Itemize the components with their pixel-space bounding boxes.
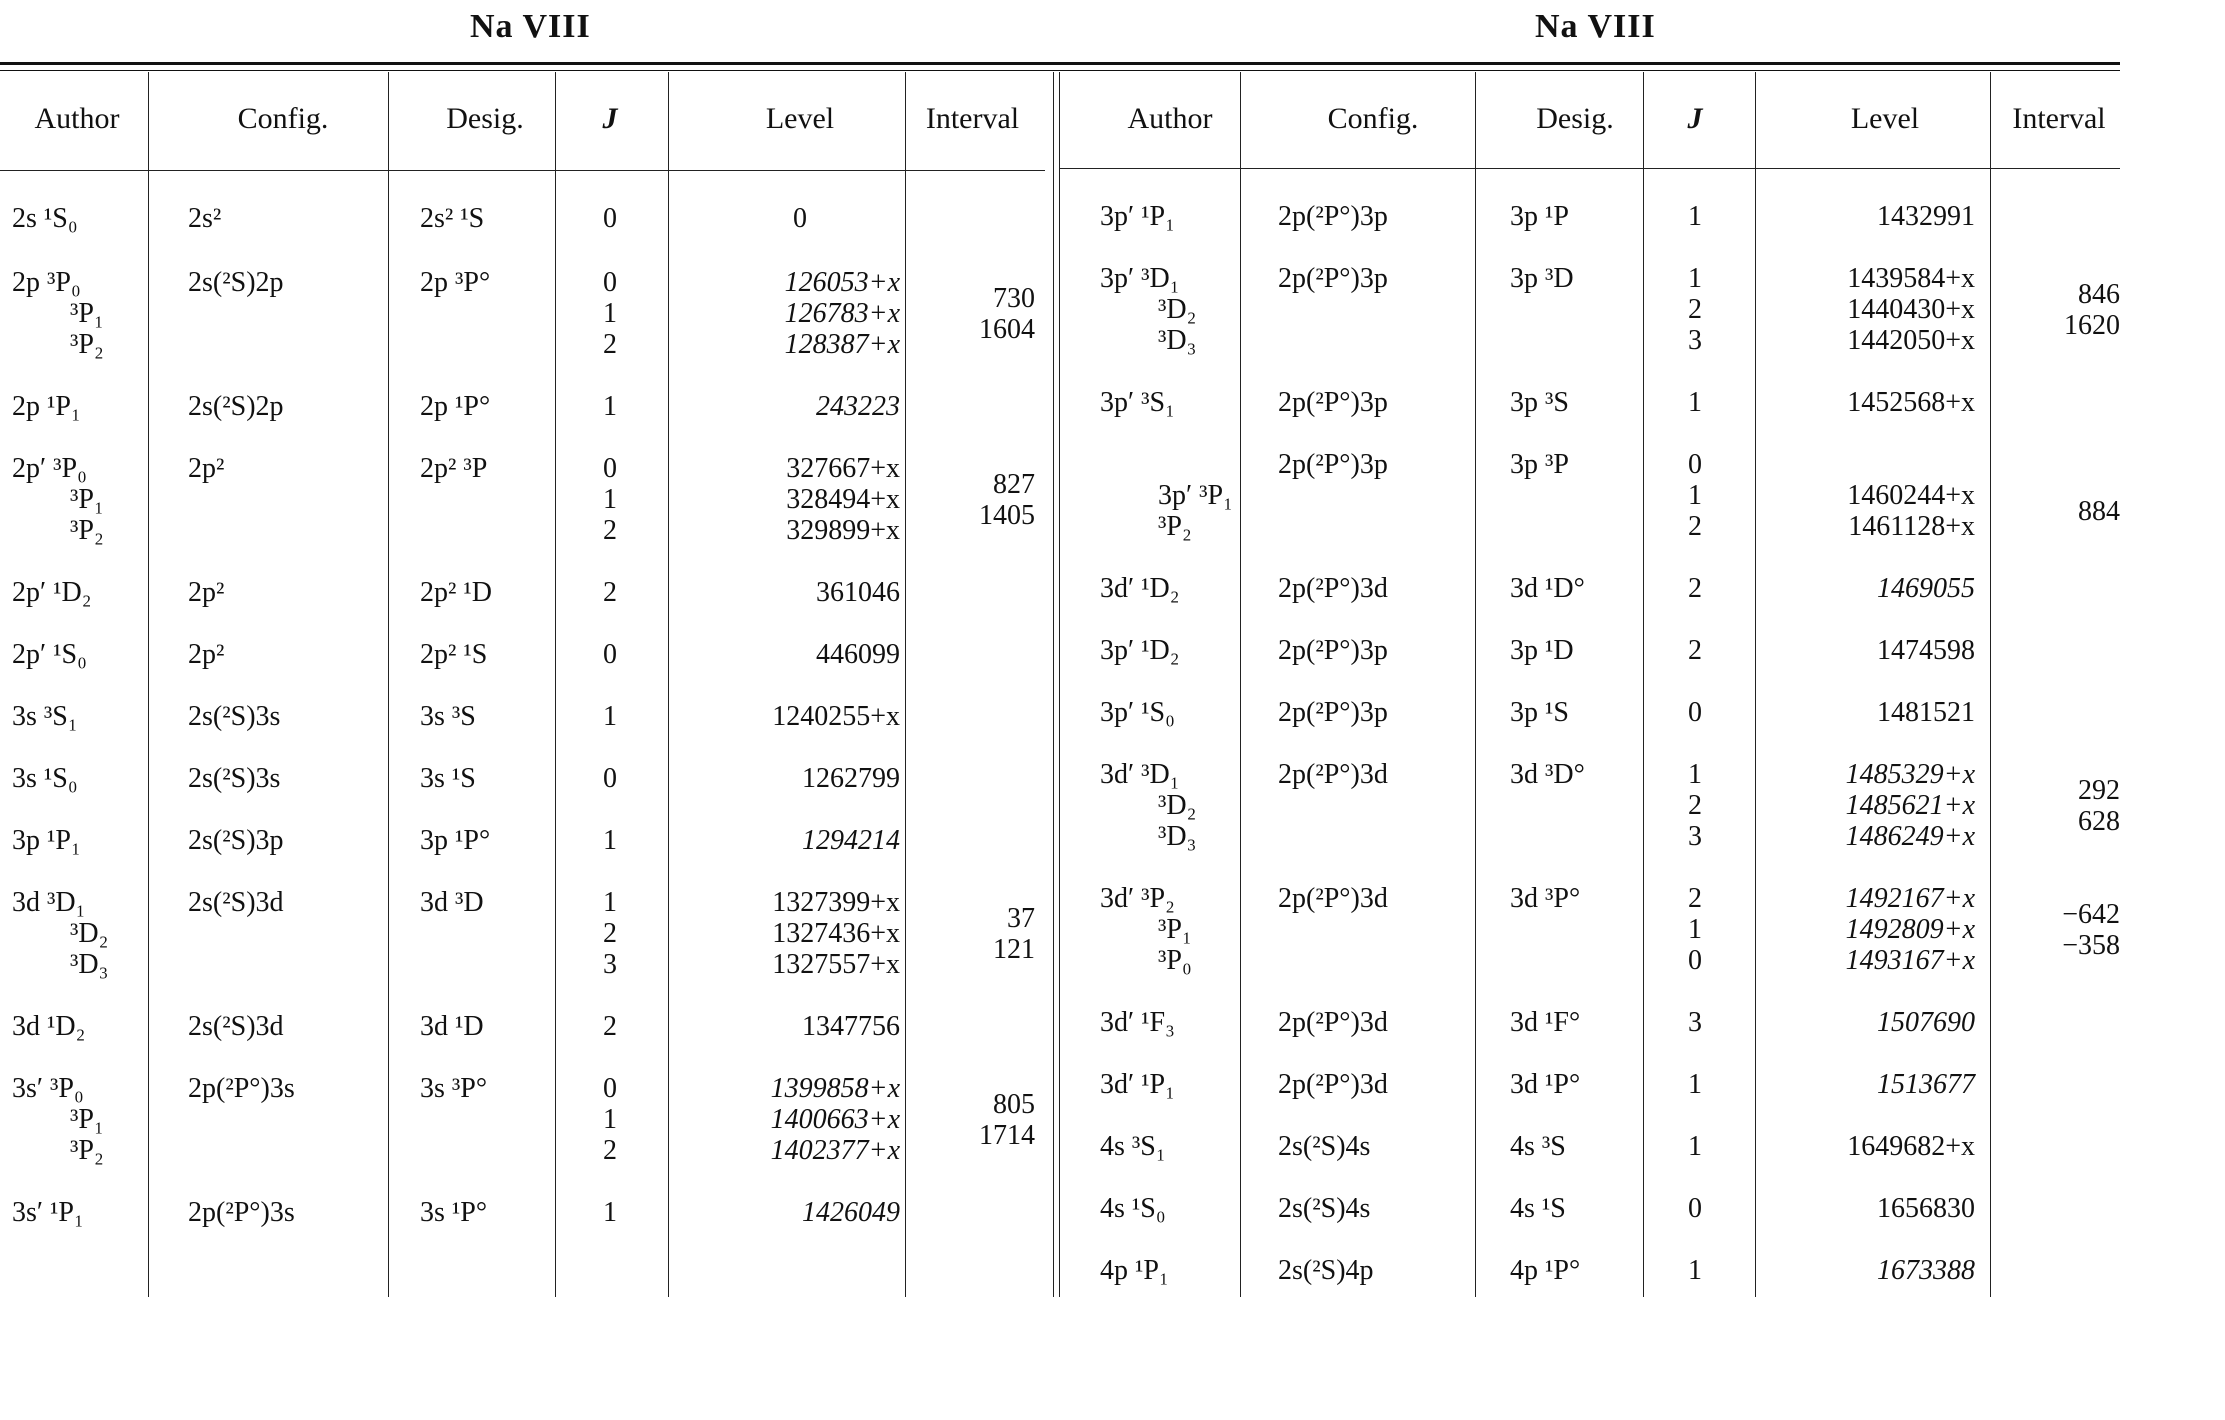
right-author-cell: 3d′ ¹F₃ (1100, 1007, 1175, 1038)
left-config-cell: 2p² (188, 577, 225, 608)
right-desig-cell: 3p ³D (1510, 263, 1574, 294)
right-j-cell: 2 (1688, 573, 1702, 604)
left-j-cell: 0 (603, 267, 617, 298)
left-author-cell: ³P₁ (70, 1104, 104, 1135)
right-level-cell: 1439584+x (1847, 263, 1975, 294)
left-author-cell: 3s′ ¹P₁ (12, 1197, 84, 1228)
right-config-cell: 2s(²S)4p (1278, 1255, 1374, 1286)
right-header-level: Level (1850, 102, 1920, 135)
right-j-cell: 0 (1688, 697, 1702, 728)
left-level-cell: 1402377+x (770, 1135, 900, 1166)
left-author-cell: 3s ¹S₀ (12, 763, 78, 794)
right-desig-cell: 3d ³D° (1510, 759, 1585, 790)
left-j-cell: 2 (603, 1011, 617, 1042)
left-desig-cell: 3d ¹D (420, 1011, 484, 1042)
left-level-cell: 1327436+x (772, 918, 900, 949)
left-interval-cell: 730 (993, 283, 1035, 314)
right-header-config: Config. (1327, 102, 1419, 135)
top-double-rule (0, 62, 2120, 65)
left-j-cell: 2 (603, 1135, 617, 1166)
right-author-cell: 3p′ ¹P₁ (1100, 201, 1175, 232)
right-interval-cell: 292 (2078, 775, 2120, 806)
left-col-divider (388, 72, 389, 1297)
right-desig-cell: 3p ¹P (1510, 201, 1569, 232)
left-config-cell: 2s(²S)3d (188, 1011, 284, 1042)
right-level-cell: 1492167+x (1845, 883, 1975, 914)
left-config-cell: 2s(²S)3s (188, 701, 281, 732)
right-interval-cell: 628 (2078, 806, 2120, 837)
right-author-cell: 4s ¹S₀ (1100, 1193, 1166, 1224)
left-level-cell: 1240255+x (772, 701, 900, 732)
left-author-cell: 3s ³S₁ (12, 701, 78, 732)
left-config-cell: 2s(²S)3d (188, 887, 284, 918)
left-author-cell: 2p′ ¹S₀ (12, 639, 87, 670)
left-j-cell: 1 (603, 887, 617, 918)
left-author-cell: ³P₂ (70, 515, 104, 546)
left-interval-cell: 1405 (979, 500, 1035, 531)
right-col-divider (1475, 72, 1476, 1297)
left-level-cell: 1294214 (802, 825, 900, 856)
right-author-cell: ³D₂ (1158, 790, 1197, 821)
right-level-cell: 1442050+x (1847, 325, 1975, 356)
left-j-cell: 1 (603, 391, 617, 422)
right-j-cell: 1 (1688, 759, 1702, 790)
left-desig-cell: 2s² ¹S (420, 203, 485, 234)
left-level-cell: 446099 (816, 639, 900, 670)
left-header-level: Level (765, 102, 835, 135)
right-desig-cell: 3d ¹F° (1510, 1007, 1581, 1038)
right-header-interval: Interval (2012, 102, 2106, 135)
right-desig-cell: 3d ¹P° (1510, 1069, 1581, 1100)
left-j-cell: 0 (603, 203, 617, 234)
right-config-cell: 2p(²P°)3d (1278, 573, 1388, 604)
left-config-cell: 2s² (188, 203, 222, 234)
right-author-cell: ³P₁ (1158, 914, 1192, 945)
left-desig-cell: 3s ¹P° (420, 1197, 488, 1228)
left-author-cell: 3d ³D₁ (12, 887, 86, 918)
left-level-cell: 1400663+x (770, 1104, 900, 1135)
right-level-cell: 1432991 (1877, 201, 1975, 232)
left-author-cell: 2p ¹P₁ (12, 391, 81, 422)
left-j-cell: 1 (603, 484, 617, 515)
right-config-cell: 2p(²P°)3d (1278, 1069, 1388, 1100)
left-desig-cell: 2p² ³P (420, 453, 488, 484)
left-col-divider (668, 72, 669, 1297)
left-author-cell: 3s′ ³P₀ (12, 1073, 84, 1104)
left-desig-cell: 2p ¹P° (420, 391, 491, 422)
left-level-cell: 1262799 (802, 763, 900, 794)
right-config-cell: 2s(²S)4s (1278, 1193, 1371, 1224)
right-j-cell: 2 (1688, 790, 1702, 821)
right-desig-cell: 4p ¹P° (1510, 1255, 1581, 1286)
left-j-cell: 2 (603, 329, 617, 360)
right-desig-cell: 3p ¹D (1510, 635, 1574, 666)
right-j-cell: 1 (1688, 914, 1702, 945)
right-interval-cell: 846 (2078, 279, 2120, 310)
left-col-divider (905, 72, 906, 1297)
right-level-cell: 1461128+x (1848, 511, 1975, 542)
left-author-cell: 3p ¹P₁ (12, 825, 81, 856)
left-header-rule (0, 170, 1045, 171)
right-level-cell: 1460244+x (1847, 480, 1975, 511)
left-config-cell: 2p² (188, 639, 225, 670)
left-author-cell: ³D₃ (70, 949, 109, 980)
right-j-cell: 3 (1688, 1007, 1702, 1038)
right-desig-cell: 4s ¹S (1510, 1193, 1566, 1224)
left-j-cell: 2 (603, 577, 617, 608)
right-level-cell: 1486249+x (1845, 821, 1975, 852)
left-level-cell: 1347756 (802, 1011, 900, 1042)
right-author-cell: ³P₂ (1158, 511, 1192, 542)
right-config-cell: 2s(²S)4s (1278, 1131, 1371, 1162)
right-level-cell: 1485621+x (1845, 790, 1975, 821)
left-config-cell: 2s(²S)3s (188, 763, 281, 794)
right-author-cell: 3d′ ³D₁ (1100, 759, 1180, 790)
right-header-j: J (1687, 102, 1703, 135)
left-header-j: J (602, 102, 618, 135)
left-level-cell: 328494+x (786, 484, 900, 515)
left-j-cell: 2 (603, 918, 617, 949)
right-author-cell: 3p′ ¹D₂ (1100, 635, 1180, 666)
right-config-cell: 2p(²P°)3d (1278, 883, 1388, 914)
right-col-divider (1240, 72, 1241, 1297)
left-desig-cell: 3s ³P° (420, 1073, 488, 1104)
left-level-cell: 361046 (816, 577, 900, 608)
left-level-cell: 1327399+x (772, 887, 900, 918)
left-header-interval: Interval (925, 102, 1020, 135)
left-desig-cell: 3s ¹S (420, 763, 476, 794)
right-j-cell: 0 (1688, 449, 1702, 480)
left-author-cell: ³P₁ (70, 484, 104, 515)
right-author-cell: ³D₃ (1158, 821, 1197, 852)
right-author-cell: 3p′ ¹S₀ (1100, 697, 1175, 728)
right-level-cell: 1513677 (1877, 1069, 1975, 1100)
right-j-cell: 1 (1688, 1255, 1702, 1286)
left-j-cell: 1 (603, 701, 617, 732)
right-config-cell: 2p(²P°)3p (1278, 697, 1388, 728)
right-level-cell: 1469055 (1877, 573, 1975, 604)
right-header-rule (1060, 168, 2120, 169)
left-header-desig: Desig. (446, 102, 524, 135)
right-level-cell: 1493167+x (1845, 945, 1975, 976)
left-j-cell: 0 (603, 453, 617, 484)
left-level-cell: 1426049 (802, 1197, 900, 1228)
right-j-cell: 2 (1688, 294, 1702, 325)
left-level-cell: 243223 (816, 391, 900, 422)
right-config-cell: 2p(²P°)3d (1278, 1007, 1388, 1038)
left-author-cell: ³P₁ (70, 298, 104, 329)
right-config-cell: 2p(²P°)3p (1278, 201, 1388, 232)
right-config-cell: 2p(²P°)3p (1278, 263, 1388, 294)
right-config-cell: 2p(²P°)3d (1278, 759, 1388, 790)
left-level-cell: 0 (793, 203, 807, 234)
right-level-cell: 1649682+x (1847, 1131, 1975, 1162)
right-col-divider (1755, 72, 1756, 1297)
left-j-cell: 3 (603, 949, 617, 980)
right-j-cell: 1 (1688, 1069, 1702, 1100)
right-level-cell: 1452568+x (1847, 387, 1975, 418)
right-header-desig: Desig. (1536, 102, 1614, 135)
left-interval-cell: 1604 (979, 314, 1035, 345)
left-col-divider (555, 72, 556, 1297)
right-level-cell: 1440430+x (1847, 294, 1975, 325)
left-header-config: Config. (237, 102, 329, 135)
right-author-cell: 3p′ ³S₁ (1100, 387, 1175, 418)
left-config-cell: 2s(²S)2p (188, 267, 284, 298)
right-j-cell: 3 (1688, 821, 1702, 852)
right-interval-cell: −642 (2062, 899, 2120, 930)
left-author-cell: ³P₂ (70, 329, 104, 360)
right-author-cell: 3d′ ³P₂ (1100, 883, 1175, 914)
right-interval-cell: 1620 (2064, 310, 2120, 341)
left-j-cell: 0 (603, 639, 617, 670)
left-col-divider (148, 72, 149, 1297)
top-thin-rule (0, 70, 2120, 71)
left-level-cell: 126053+x (784, 267, 900, 298)
left-desig-cell: 3d ³D (420, 887, 484, 918)
left-j-cell: 1 (603, 1197, 617, 1228)
right-author-cell: ³P₀ (1158, 945, 1192, 976)
left-desig-cell: 2p ³P° (420, 267, 491, 298)
left-author-cell: 2s ¹S₀ (12, 203, 78, 234)
right-level-cell: 1485329+x (1845, 759, 1975, 790)
center-divider-inner (1059, 72, 1060, 1297)
right-desig-cell: 3d ¹D° (1510, 573, 1585, 604)
right-j-cell: 0 (1688, 1193, 1702, 1224)
right-author-cell: 4p ¹P₁ (1100, 1255, 1169, 1286)
left-desig-cell: 2p² ¹D (420, 577, 493, 608)
left-header-author: Author (34, 102, 120, 135)
right-j-cell: 1 (1688, 201, 1702, 232)
right-j-cell: 1 (1688, 480, 1702, 511)
left-config-cell: 2s(²S)3p (188, 825, 284, 856)
right-j-cell: 2 (1688, 883, 1702, 914)
left-config-cell: 2p(²P°)3s (188, 1197, 295, 1228)
left-desig-cell: 3s ³S (420, 701, 476, 732)
left-j-cell: 0 (603, 763, 617, 794)
left-interval-cell: 121 (993, 934, 1035, 965)
left-level-cell: 126783+x (784, 298, 900, 329)
left-level-cell: 327667+x (786, 453, 900, 484)
right-j-cell: 3 (1688, 325, 1702, 356)
right-j-cell: 1 (1688, 387, 1702, 418)
right-col-divider (1990, 72, 1991, 1297)
left-j-cell: 1 (603, 825, 617, 856)
right-j-cell: 2 (1688, 511, 1702, 542)
left-author-cell: ³P₂ (70, 1135, 104, 1166)
right-level-cell: 1474598 (1877, 635, 1975, 666)
right-level-cell: 1492809+x (1845, 914, 1975, 945)
right-level-cell: 1673388 (1877, 1255, 1975, 1286)
right-author-cell: 3d′ ¹P₁ (1100, 1069, 1175, 1100)
center-divider (1053, 72, 1054, 1297)
left-j-cell: 2 (603, 515, 617, 546)
left-interval-cell: 805 (993, 1089, 1035, 1120)
right-desig-cell: 3d ³P° (1510, 883, 1581, 914)
left-config-cell: 2p² (188, 453, 225, 484)
left-author-cell: ³D₂ (70, 918, 109, 949)
right-j-cell: 1 (1688, 263, 1702, 294)
right-col-divider (1643, 72, 1644, 1297)
right-author-cell: ³D₃ (1158, 325, 1197, 356)
left-level-cell: 128387+x (784, 329, 900, 360)
right-j-cell: 2 (1688, 635, 1702, 666)
left-interval-cell: 1714 (979, 1120, 1035, 1151)
right-desig-cell: 3p ¹S (1510, 697, 1569, 728)
right-table-title: Na VIII (1535, 8, 1656, 45)
right-author-cell: 3d′ ¹D₂ (1100, 573, 1180, 604)
right-config-cell: 2p(²P°)3p (1278, 387, 1388, 418)
left-j-cell: 1 (603, 1104, 617, 1135)
right-author-cell: ³D₂ (1158, 294, 1197, 325)
left-config-cell: 2s(²S)2p (188, 391, 284, 422)
right-author-cell: 3p′ ³D₁ (1100, 263, 1180, 294)
left-j-cell: 0 (603, 1073, 617, 1104)
right-author-cell: 4s ³S₁ (1100, 1131, 1166, 1162)
left-level-cell: 1399858+x (770, 1073, 900, 1104)
right-desig-cell: 4s ³S (1510, 1131, 1566, 1162)
left-desig-cell: 2p² ¹S (420, 639, 488, 670)
right-config-cell: 2p(²P°)3p (1278, 635, 1388, 666)
left-level-cell: 329899+x (786, 515, 900, 546)
right-level-cell: 1656830 (1877, 1193, 1975, 1224)
left-level-cell: 1327557+x (772, 949, 900, 980)
right-interval-cell: −358 (2062, 930, 2120, 961)
right-author-cell: 3p′ ³P₁ (1158, 480, 1233, 511)
right-level-cell: 1481521 (1877, 697, 1975, 728)
left-interval-cell: 37 (1007, 903, 1035, 934)
left-author-cell: 3d ¹D₂ (12, 1011, 86, 1042)
left-author-cell: 2p ³P₀ (12, 267, 81, 298)
left-config-cell: 2p(²P°)3s (188, 1073, 295, 1104)
left-table-title: Na VIII (470, 8, 591, 45)
right-desig-cell: 3p ³P (1510, 449, 1569, 480)
right-interval-cell: 884 (2078, 496, 2120, 527)
right-j-cell: 0 (1688, 945, 1702, 976)
left-j-cell: 1 (603, 298, 617, 329)
right-desig-cell: 3p ³S (1510, 387, 1569, 418)
right-header-author: Author (1127, 102, 1213, 135)
right-j-cell: 1 (1688, 1131, 1702, 1162)
left-interval-cell: 827 (993, 469, 1035, 500)
left-author-cell: 2p′ ³P₀ (12, 453, 87, 484)
right-level-cell: 1507690 (1877, 1007, 1975, 1038)
left-author-cell: 2p′ ¹D₂ (12, 577, 92, 608)
left-desig-cell: 3p ¹P° (420, 825, 491, 856)
right-config-cell: 2p(²P°)3p (1278, 449, 1388, 480)
